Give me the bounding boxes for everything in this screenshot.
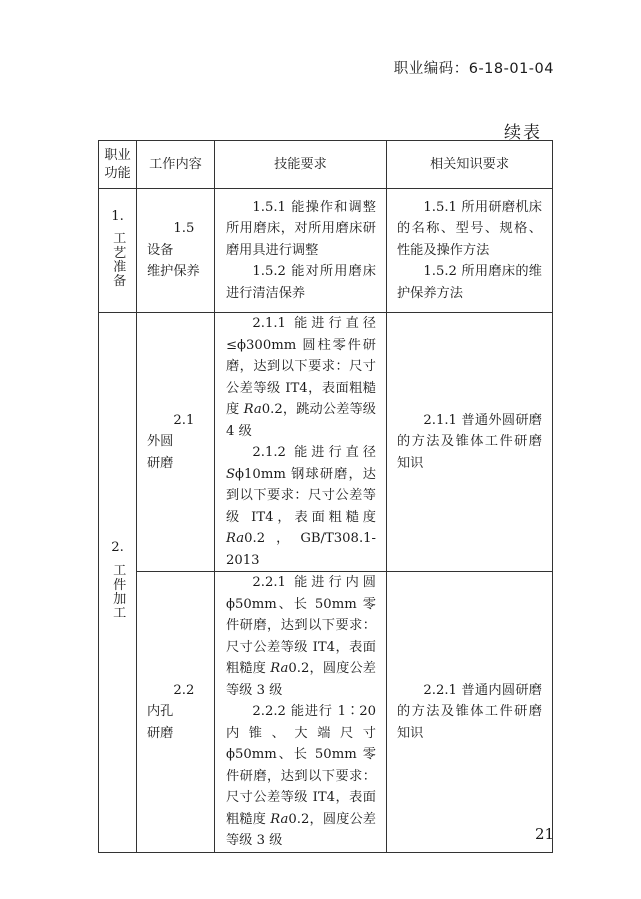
- skill-item: 1.5.1 能操作和调整所用磨床，对所用磨床研磨用具进行调整: [226, 199, 376, 258]
- header-content: 工作内容: [137, 141, 215, 189]
- knowledge-item: 2.1.1 普通外圆研磨的方法及锥体工件研磨知识: [397, 412, 542, 471]
- work-content-cell: [137, 572, 215, 853]
- skills-cell: [215, 189, 387, 313]
- work-content-cont: 研磨: [147, 455, 174, 471]
- skill-item: 2.1.1 能进行直径≤ϕ300mm 圆柱零件研磨，达到以下要求：尺寸公差等级 IT4，表面粗糙度 Ra0.2，跳动公差等级 4 级: [226, 316, 376, 439]
- occupation-code: 职业编码：6-18-01-04: [393, 61, 554, 77]
- work-content: 2.1 外圆: [147, 412, 195, 450]
- work-content: 1.5 设备: [147, 221, 195, 258]
- work-content-cell: [137, 189, 215, 313]
- func-number: 1.: [111, 208, 124, 224]
- func-number: 2.: [111, 540, 124, 556]
- table-row: [99, 572, 553, 853]
- work-content: 2.2 内孔: [147, 682, 195, 719]
- knowledge-item: 1.5.1 所用研磨机床的名称、型号、规格、性能及操作方法: [397, 199, 542, 258]
- page-number: 21: [535, 825, 555, 843]
- skill-item: 1.5.2 能对所用磨床进行清洁保养: [226, 264, 376, 301]
- continued-label: 续表: [504, 123, 542, 143]
- work-content-cont: 维护保养: [147, 264, 200, 280]
- skills-cell: [215, 313, 387, 572]
- knowledge-cell: [387, 189, 553, 313]
- skill-item: 2.2.1 能进行内圆 ϕ50mm、长 50mm 零件研磨，达到以下要求：尺寸公差等级 IT4，表面粗糙度 Ra0.2，圆度公差等级 3 级: [226, 575, 376, 698]
- header-knowledge: 相关知识要求: [387, 141, 553, 189]
- work-content-cell: [137, 313, 215, 572]
- func-workpiece: [99, 313, 137, 853]
- knowledge-item: 1.5.2 所用磨床的维护保养方法: [397, 264, 542, 301]
- header-func: 职业 功能: [99, 141, 137, 189]
- table-header-row: [99, 141, 553, 189]
- func-process-prep: [99, 189, 137, 313]
- func-name: 工件加工: [110, 562, 126, 620]
- func-name: 工艺准备: [110, 231, 126, 288]
- skill-item: 2.1.2 能进行直径 Sϕ10mm 钢球研磨，达到以下要求：尺寸公差等级 IT4，表面粗糙度 Ra0.2，GB/T308.1-2013: [226, 445, 376, 568]
- skills-table: [98, 140, 553, 853]
- skills-cell: [215, 572, 387, 853]
- table-row: [99, 189, 553, 313]
- skill-item: 2.2.2 能进行 1∶20 内锥、大端尺寸 ϕ50mm、长 50mm 零件研磨，达到以下要求：尺寸公差等级 IT4，表面粗糙度 Ra0.2，圆度公差等级 3 级: [226, 704, 376, 848]
- knowledge-item: 2.2.1 普通内圆研磨的方法及锥体工件研磨知识: [397, 682, 542, 741]
- header-skills: 技能要求: [215, 141, 387, 189]
- knowledge-cell: [387, 572, 553, 853]
- work-content-cont: 研磨: [147, 725, 174, 741]
- knowledge-cell: [387, 313, 553, 572]
- table-row: [99, 313, 553, 572]
